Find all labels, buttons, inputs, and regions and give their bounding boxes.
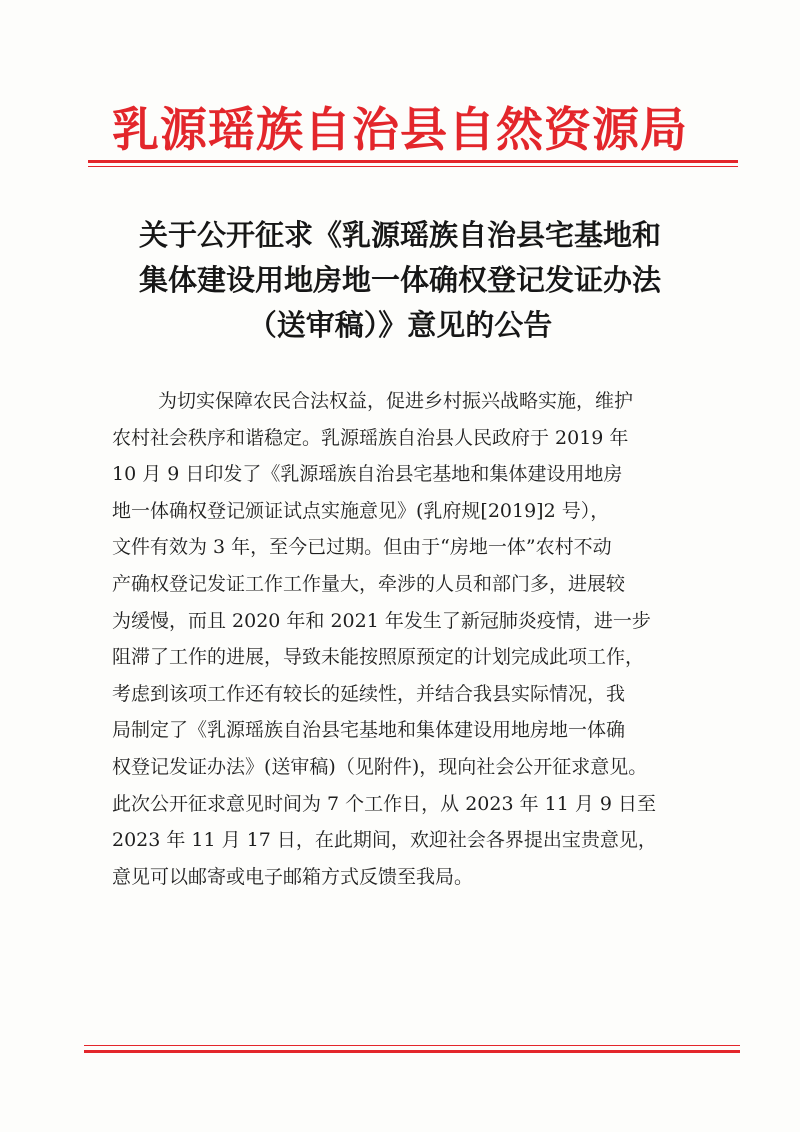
body-line: 阻滞了工作的进展，导致未能按照原预定的计划完成此项工作， bbox=[112, 646, 645, 669]
title-line: 集体建设用地房地一体确权登记发证办法 bbox=[138, 263, 661, 297]
footer-rule-thin bbox=[84, 1045, 740, 1046]
body-line: 文件有效为 3 年，至今已过期。但由于“房地一体”农村不动 bbox=[112, 536, 612, 559]
header-rule-thick bbox=[88, 160, 738, 163]
body-line: 此次公开征求意见时间为 7 个工作日，从 2023 年 11 月 9 日至 bbox=[112, 792, 657, 815]
announcement-title bbox=[60, 213, 740, 348]
body-line: 农村社会秩序和谐稳定。乳源瑶族自治县人民政府于 2019 年 bbox=[112, 426, 629, 449]
body-line: 2023 年 11 月 17 日，在此期间，欢迎社会各界提出宝贵意见， bbox=[112, 829, 657, 852]
body-line: 10 月 9 日印发了《乳源瑶族自治县宅基地和集体建设用地房 bbox=[112, 463, 623, 486]
body-line: 为缓慢，而且 2020 年和 2021 年发生了新冠肺炎疫情，进一步 bbox=[112, 609, 651, 632]
body-line: 意见可以邮寄或电子邮箱方式反馈至我局。 bbox=[112, 865, 474, 888]
header-rule-thin bbox=[88, 166, 738, 167]
body-line: 地一体确权登记颁证试点实施意见》(乳府规[2019]2 号）， bbox=[112, 499, 610, 522]
body-line: 考虑到该项工作还有较长的延续性，并结合我县实际情况，我 bbox=[112, 682, 626, 705]
agency-header: 乳源瑶族自治县自然资源局 bbox=[112, 103, 688, 158]
title-line: （送审稿）》意见的公告 bbox=[247, 308, 553, 342]
title-line: 关于公开征求《乳源瑶族自治县宅基地和 bbox=[138, 218, 661, 252]
body-line: 产确权登记发证工作工作量大，牵涉的人员和部门多，进展较 bbox=[112, 572, 626, 595]
body-line: 权登记发证办法》(送审稿)（见附件)，现向社会公开征求意见。 bbox=[112, 755, 648, 778]
body-line: 为切实保障农民合法权益，促进乡村振兴战略实施，维护 bbox=[158, 390, 634, 412]
announcement-body bbox=[112, 383, 702, 895]
body-line: 局制定了《乳源瑶族自治县宅基地和集体建设用地房地一体确 bbox=[112, 719, 626, 742]
footer-rule-thick bbox=[84, 1050, 740, 1053]
